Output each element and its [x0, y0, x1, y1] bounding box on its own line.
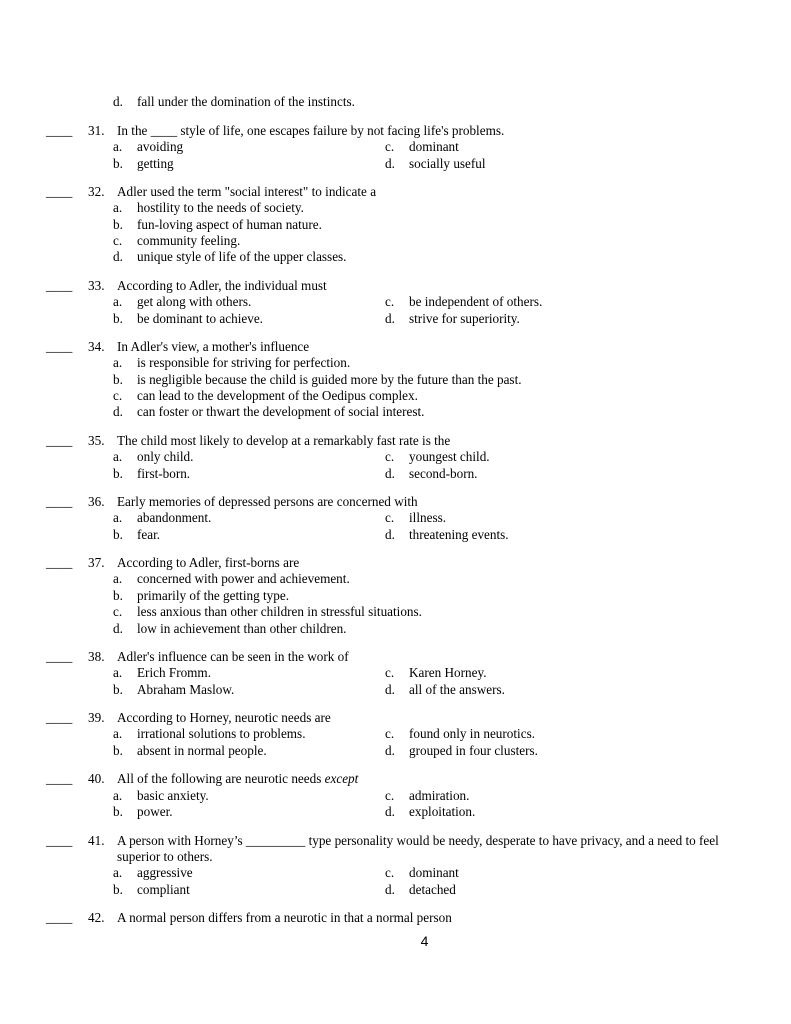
question-stem: The child most likely to develop at a remarkably fast rate is the — [117, 433, 451, 448]
option-text: fear. — [137, 527, 161, 542]
option-letter: b. — [113, 466, 123, 481]
question-stem-emphasis: except — [324, 771, 359, 786]
option-text: basic anxiety. — [137, 788, 209, 803]
option-text: is negligible because the child is guided more by the future than the past. — [137, 372, 522, 387]
answer-blank[interactable]: ____ — [46, 494, 73, 509]
answer-blank[interactable]: ____ — [46, 910, 73, 925]
option-text: hostility to the needs of society. — [137, 200, 304, 215]
option-text: socially useful — [409, 156, 486, 171]
option-letter: c. — [385, 139, 395, 154]
question-stem: A person with Horney’s _________ type personality would be needy, desperate to have privacy, and a need to feel superior to others. — [117, 833, 719, 864]
option-text: avoiding — [137, 139, 184, 154]
option-text: irrational solutions to problems. — [137, 726, 306, 741]
question-stem: According to Adler, first-borns are — [117, 555, 300, 570]
option-letter: b. — [113, 372, 123, 387]
option-letter: c. — [385, 726, 395, 741]
option-text: primarily of the getting type. — [137, 588, 289, 603]
option-letter: c. — [385, 788, 395, 803]
option-letter: d. — [113, 621, 123, 636]
option-letter: d. — [113, 94, 123, 109]
option-letter: a. — [113, 449, 123, 464]
question-number: 39. — [88, 710, 105, 725]
option-letter: b. — [113, 217, 123, 232]
option-letter: a. — [113, 139, 123, 154]
option-text: detached — [409, 882, 456, 897]
option-text: community feeling. — [137, 233, 241, 248]
option-text: only child. — [137, 449, 194, 464]
option-letter: c. — [113, 604, 123, 619]
question-stem — [117, 771, 358, 787]
question-number: 31. — [88, 123, 105, 138]
option-letter: c. — [385, 294, 395, 309]
option-text: youngest child. — [409, 449, 490, 464]
option-text: compliant — [137, 882, 190, 897]
answer-blank[interactable]: ____ — [46, 555, 73, 570]
question-number: 33. — [88, 278, 105, 293]
question-stem: In Adler's view, a mother's influence — [117, 339, 310, 354]
question-number: 36. — [88, 494, 105, 509]
option-text: be independent of others. — [409, 294, 543, 309]
question-number: 42. — [88, 910, 105, 925]
option-text: concerned with power and achievement. — [137, 571, 350, 586]
question-stem: According to Horney, neurotic needs are — [117, 710, 331, 725]
option-letter: d. — [113, 249, 123, 264]
option-letter: c. — [385, 510, 395, 525]
answer-blank[interactable]: ____ — [46, 771, 73, 786]
option-text: low in achievement than other children. — [137, 621, 347, 636]
option-text: aggressive — [137, 865, 193, 880]
option-letter: b. — [113, 882, 123, 897]
question-stem: In the ____ style of life, one escapes failure by not facing life's problems. — [117, 123, 505, 138]
question-number: 40. — [88, 771, 105, 786]
option-text: Abraham Maslow. — [137, 682, 235, 697]
option-letter: a. — [113, 788, 123, 803]
option-letter: d. — [385, 156, 395, 171]
option-letter: a. — [113, 865, 123, 880]
option-text: dominant — [409, 139, 459, 154]
option-text: strive for superiority. — [409, 311, 520, 326]
page-number: 4 — [420, 933, 429, 949]
option-letter: a. — [113, 571, 123, 586]
option-letter: a. — [113, 665, 123, 680]
option-text: abandonment. — [137, 510, 212, 525]
option-text: first-born. — [137, 466, 191, 481]
option-text: illness. — [409, 510, 446, 525]
option-letter: b. — [113, 743, 123, 758]
option-text: admiration. — [409, 788, 470, 803]
question-number: 37. — [88, 555, 105, 570]
option-letter: c. — [113, 233, 123, 248]
answer-blank[interactable]: ____ — [46, 433, 73, 448]
option-letter: d. — [385, 804, 395, 819]
answer-blank[interactable]: ____ — [46, 184, 73, 199]
question-number: 41. — [88, 833, 105, 848]
option-letter: b. — [113, 588, 123, 603]
option-letter: d. — [113, 404, 123, 419]
option-letter: d. — [385, 527, 395, 542]
option-letter: c. — [385, 449, 395, 464]
option-text: fall under the domination of the instincts. — [137, 94, 355, 109]
option-text: getting — [137, 156, 174, 171]
question-number: 32. — [88, 184, 105, 199]
option-text: can foster or thwart the development of social interest. — [137, 404, 425, 419]
answer-blank[interactable]: ____ — [46, 123, 73, 138]
option-text: less anxious than other children in stressful situations. — [137, 604, 422, 619]
answer-blank[interactable]: ____ — [46, 339, 73, 354]
option-text: found only in neurotics. — [409, 726, 535, 741]
question-stem: Adler used the term "social interest" to indicate a — [117, 184, 377, 199]
option-letter: d. — [385, 466, 395, 481]
option-letter: c. — [385, 665, 395, 680]
option-text: be dominant to achieve. — [137, 311, 263, 326]
option-text: get along with others. — [137, 294, 252, 309]
answer-blank[interactable]: ____ — [46, 833, 73, 848]
question-stem: Early memories of depressed persons are concerned with — [117, 494, 418, 509]
option-letter: a. — [113, 510, 123, 525]
option-text: can lead to the development of the Oedipus complex. — [137, 388, 418, 403]
option-letter: b. — [113, 527, 123, 542]
option-text: grouped in four clusters. — [409, 743, 538, 758]
option-letter: a. — [113, 726, 123, 741]
option-text: second-born. — [409, 466, 478, 481]
question-stem: Adler's influence can be seen in the work of — [117, 649, 349, 664]
option-letter: d. — [385, 882, 395, 897]
option-text: all of the answers. — [409, 682, 505, 697]
option-text: power. — [137, 804, 173, 819]
option-text: dominant — [409, 865, 459, 880]
option-letter: d. — [385, 311, 395, 326]
question-number: 38. — [88, 649, 105, 664]
option-text: absent in normal people. — [137, 743, 267, 758]
option-text: Karen Horney. — [409, 665, 487, 680]
option-text: unique style of life of the upper classes. — [137, 249, 347, 264]
option-letter: a. — [113, 200, 123, 215]
option-letter: d. — [385, 743, 395, 758]
option-text: Erich Fromm. — [137, 665, 211, 680]
option-letter: a. — [113, 294, 123, 309]
question-stem-text: All of the following are neurotic needs — [117, 771, 322, 786]
option-text: is responsible for striving for perfection. — [137, 355, 351, 370]
option-letter: b. — [113, 311, 123, 326]
option-text: fun-loving aspect of human nature. — [137, 217, 322, 232]
question-number: 35. — [88, 433, 105, 448]
option-letter: b. — [113, 804, 123, 819]
option-letter: b. — [113, 156, 123, 171]
option-letter: c. — [385, 865, 395, 880]
option-letter: a. — [113, 355, 123, 370]
option-text: exploitation. — [409, 804, 476, 819]
question-stem: According to Adler, the individual must — [117, 278, 327, 293]
option-text: threatening events. — [409, 527, 509, 542]
option-letter: b. — [113, 682, 123, 697]
question-stem: A normal person differs from a neurotic in that a normal person — [117, 910, 452, 925]
option-letter: c. — [113, 388, 123, 403]
answer-blank[interactable]: ____ — [46, 710, 73, 725]
option-letter: d. — [385, 682, 395, 697]
answer-blank[interactable]: ____ — [46, 278, 73, 293]
answer-blank[interactable]: ____ — [46, 649, 73, 664]
question-number: 34. — [88, 339, 105, 354]
